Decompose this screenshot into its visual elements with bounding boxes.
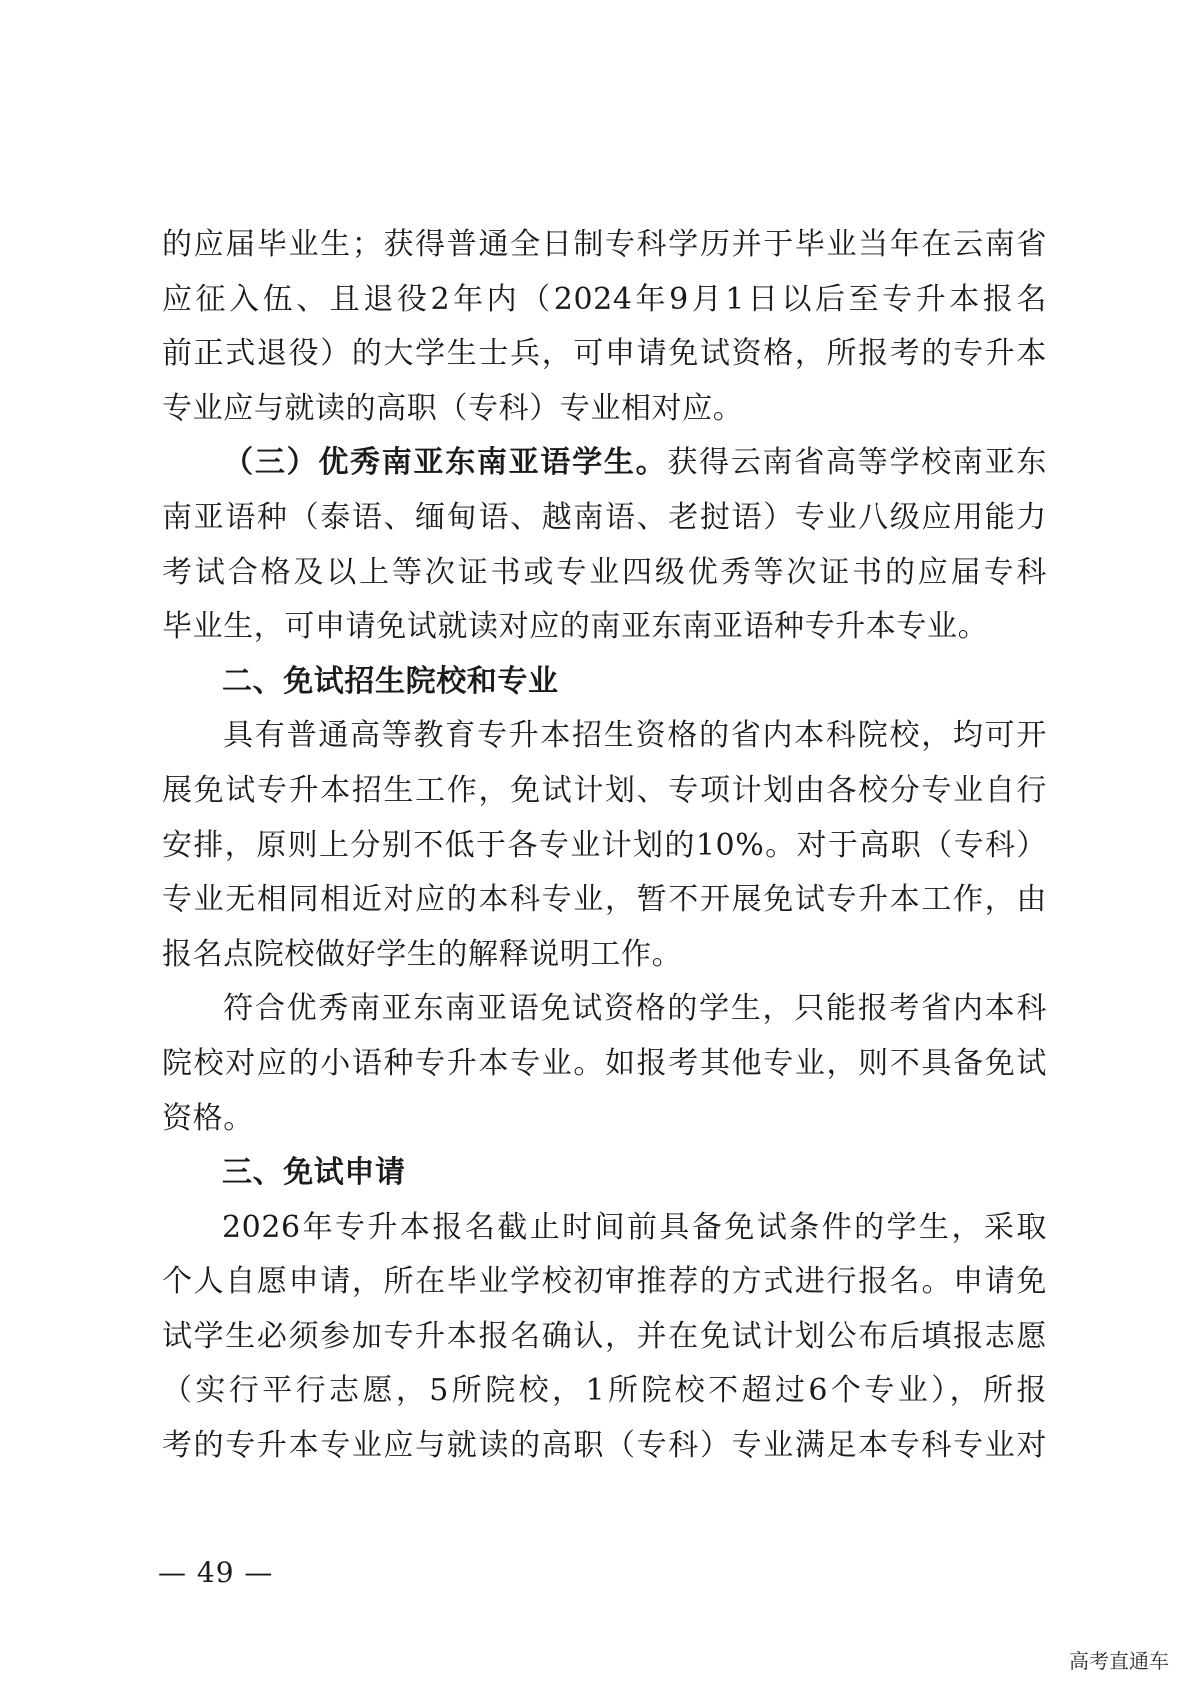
text-line-content: 2026年专升本报名截止时间前具备免试条件的学生，采取	[222, 1209, 1047, 1245]
text-line: 展免试专升本招生工作，免试计划、专项计划由各校分专业自行	[162, 772, 1047, 808]
text-line: 试学生必须参加专升本报名确认，并在免试计划公布后填报志愿	[162, 1318, 1047, 1354]
text-line: 安排，原则上分别不低于各专业计划的10%。对于高职（专科）	[162, 827, 1047, 863]
section-heading-two-text: 二、免试招生院校和专业	[222, 663, 559, 699]
watermark-text: 高考直通车	[1069, 1649, 1169, 1673]
text-line: 考试合格及以上等次证书或专业四级优秀等次证书的应届专科	[162, 554, 1047, 590]
section-heading-two	[162, 655, 1047, 710]
text-line: 专业应与就读的高职（专科）专业相对应。	[162, 390, 744, 426]
text-line: 毕业生，可申请免试就读对应的南亚东南亚语种专升本专业。	[162, 609, 989, 645]
paragraph-language-restriction	[162, 982, 1047, 1146]
paragraph-south-asian-language-students	[162, 436, 1047, 654]
text-line: 报名点院校做好学生的解释说明工作。	[162, 936, 683, 972]
text-line-content: 符合优秀南亚东南亚语免试资格的学生，只能报考省内本科	[222, 991, 1047, 1027]
document-body	[162, 218, 1047, 1474]
paragraph-application	[162, 1201, 1047, 1474]
text-line	[162, 982, 1047, 1037]
text-line: 前正式退役）的大学生士兵，可申请免试资格，所报考的专升本	[162, 336, 1047, 372]
text-line: 考的专升本专业应与就读的高职（专科）专业满足本专科专业对	[162, 1428, 1047, 1464]
section-lead-three: （三）优秀南亚东南亚语学生。	[222, 445, 668, 481]
text-line-content: 具有普通高等教育专升本招生资格的省内本科院校，均可开	[222, 718, 1047, 754]
paragraph-veterans-continued	[162, 218, 1047, 436]
text-line: 的应届毕业生；获得普通全日制专科学历并于毕业当年在云南省	[162, 227, 1047, 262]
text-line	[162, 1201, 1047, 1256]
text-line: 应征入伍、且退役2年内（2024年9月1日以后至专升本报名	[162, 281, 1047, 317]
text-line: 院校对应的小语种专升本专业。如报考其他专业，则不具备免试	[162, 1045, 1047, 1081]
text-line: 专业无相同相近对应的本科专业，暂不开展免试专升本工作，由	[162, 882, 1047, 918]
section-heading-three	[162, 1146, 1047, 1201]
text-line: （实行平行志愿，5所院校，1所院校不超过6个专业），所报	[162, 1373, 1047, 1409]
paragraph-institutions	[162, 709, 1047, 982]
page-number: — 49 —	[158, 1556, 274, 1589]
text-line-rest: 获得云南省高等学校南亚东	[667, 445, 1047, 481]
text-line: 资格。	[162, 1100, 254, 1136]
section-heading-three-text: 三、免试申请	[222, 1155, 406, 1191]
text-line	[162, 709, 1047, 764]
text-line	[162, 436, 1047, 491]
text-line: 个人自愿申请，所在毕业学校初审推荐的方式进行报名。申请免	[162, 1264, 1047, 1300]
text-line: 南亚语种（泰语、缅甸语、越南语、老挝语）专业八级应用能力	[162, 499, 1047, 535]
